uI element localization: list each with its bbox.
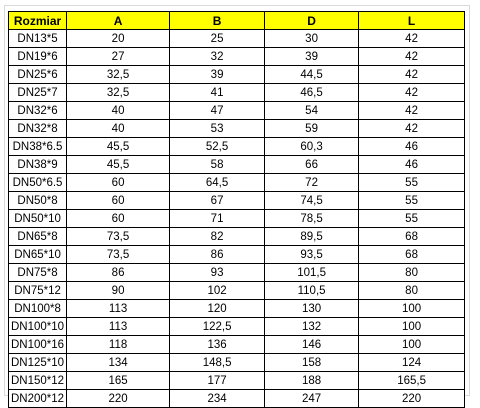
cell-l: 42 [359, 30, 465, 48]
cell-a: 86 [67, 264, 170, 282]
cell-b: 71 [170, 210, 265, 228]
cell-b: 53 [170, 120, 265, 138]
cell-b: 39 [170, 66, 265, 84]
cell-b: 58 [170, 156, 265, 174]
cell-size: DN150*12 [9, 372, 67, 390]
cell-d: 39 [265, 48, 359, 66]
cell-b: 93 [170, 264, 265, 282]
cell-a: 60 [67, 174, 170, 192]
cell-size: DN75*12 [9, 282, 67, 300]
cell-a: 27 [67, 48, 170, 66]
cell-a: 60 [67, 192, 170, 210]
cell-size: DN38*9 [9, 156, 67, 174]
table-row [9, 192, 465, 210]
table-body [9, 30, 465, 408]
table-row [9, 30, 465, 48]
cell-d: 30 [265, 30, 359, 48]
cell-d: 78,5 [265, 210, 359, 228]
table-row [9, 66, 465, 84]
cell-size: DN13*5 [9, 30, 67, 48]
cell-a: 40 [67, 102, 170, 120]
cell-l: 42 [359, 48, 465, 66]
cell-d: 59 [265, 120, 359, 138]
cell-d: 93,5 [265, 246, 359, 264]
cell-b: 177 [170, 372, 265, 390]
cell-b: 86 [170, 246, 265, 264]
dimensions-table [8, 11, 465, 408]
cell-size: DN32*6 [9, 102, 67, 120]
table-row [9, 48, 465, 66]
cell-size: DN50*6.5 [9, 174, 67, 192]
cell-b: 120 [170, 300, 265, 318]
cell-b: 82 [170, 228, 265, 246]
cell-l: 42 [359, 84, 465, 102]
cell-a: 113 [67, 300, 170, 318]
cell-b: 64,5 [170, 174, 265, 192]
cell-d: 101,5 [265, 264, 359, 282]
cell-size: DN100*10 [9, 318, 67, 336]
cell-size: DN125*10 [9, 354, 67, 372]
cell-l: 100 [359, 336, 465, 354]
cell-d: 66 [265, 156, 359, 174]
cell-l: 55 [359, 174, 465, 192]
cell-l: 100 [359, 300, 465, 318]
cell-d: 158 [265, 354, 359, 372]
cell-size: DN50*10 [9, 210, 67, 228]
cell-size: DN100*8 [9, 300, 67, 318]
cell-b: 41 [170, 84, 265, 102]
cell-d: 188 [265, 372, 359, 390]
cell-a: 45,5 [67, 156, 170, 174]
cell-l: 55 [359, 210, 465, 228]
cell-size: DN75*8 [9, 264, 67, 282]
cell-a: 165 [67, 372, 170, 390]
table-row [9, 246, 465, 264]
cell-size: DN65*10 [9, 246, 67, 264]
cell-b: 102 [170, 282, 265, 300]
cell-size: DN32*8 [9, 120, 67, 138]
cell-size: DN100*16 [9, 336, 67, 354]
cell-d: 44,5 [265, 66, 359, 84]
cell-a: 73,5 [67, 246, 170, 264]
cell-l: 220 [359, 390, 465, 408]
cell-l: 55 [359, 192, 465, 210]
table-row [9, 390, 465, 408]
cell-a: 45,5 [67, 138, 170, 156]
cell-a: 113 [67, 318, 170, 336]
cell-d: 46,5 [265, 84, 359, 102]
cell-d: 74,5 [265, 192, 359, 210]
table-row [9, 102, 465, 120]
cell-l: 68 [359, 228, 465, 246]
cell-a: 90 [67, 282, 170, 300]
table-row [9, 264, 465, 282]
cell-b: 148,5 [170, 354, 265, 372]
table-row [9, 282, 465, 300]
cell-b: 25 [170, 30, 265, 48]
cell-l: 42 [359, 66, 465, 84]
table-row [9, 138, 465, 156]
cell-b: 234 [170, 390, 265, 408]
cell-a: 118 [67, 336, 170, 354]
table-row [9, 228, 465, 246]
cell-b: 136 [170, 336, 265, 354]
table-row [9, 156, 465, 174]
cell-size: DN38*6.5 [9, 138, 67, 156]
cell-size: DN200*12 [9, 390, 67, 408]
cell-l: 42 [359, 120, 465, 138]
table-row [9, 84, 465, 102]
cell-size: DN25*6 [9, 66, 67, 84]
table-row [9, 372, 465, 390]
table-row [9, 210, 465, 228]
cell-b: 122,5 [170, 318, 265, 336]
table-row [9, 120, 465, 138]
cell-d: 247 [265, 390, 359, 408]
cell-a: 32,5 [67, 84, 170, 102]
cell-size: DN19*6 [9, 48, 67, 66]
cell-d: 146 [265, 336, 359, 354]
cell-d: 130 [265, 300, 359, 318]
cell-b: 32 [170, 48, 265, 66]
cell-l: 80 [359, 264, 465, 282]
cell-d: 132 [265, 318, 359, 336]
header-cell-rozmiar: Rozmiar [9, 12, 67, 30]
cell-b: 52,5 [170, 138, 265, 156]
cell-size: DN50*8 [9, 192, 67, 210]
table-row [9, 300, 465, 318]
header-cell-l: L [359, 12, 465, 30]
header-cell-b: B [170, 12, 265, 30]
cell-a: 134 [67, 354, 170, 372]
cell-l: 165,5 [359, 372, 465, 390]
table-row [9, 336, 465, 354]
cell-l: 124 [359, 354, 465, 372]
cell-l: 46 [359, 156, 465, 174]
table-row [9, 354, 465, 372]
header-cell-a: A [67, 12, 170, 30]
table-row [9, 174, 465, 192]
cell-size: DN25*7 [9, 84, 67, 102]
cell-d: 60,3 [265, 138, 359, 156]
cell-l: 68 [359, 246, 465, 264]
cell-l: 42 [359, 102, 465, 120]
cell-l: 80 [359, 282, 465, 300]
cell-d: 110,5 [265, 282, 359, 300]
cell-d: 89,5 [265, 228, 359, 246]
cell-l: 46 [359, 138, 465, 156]
cell-d: 72 [265, 174, 359, 192]
header-cell-d: D [265, 12, 359, 30]
cell-b: 67 [170, 192, 265, 210]
table-row [9, 318, 465, 336]
cell-a: 40 [67, 120, 170, 138]
cell-a: 73,5 [67, 228, 170, 246]
table-header [9, 12, 465, 30]
cell-d: 54 [265, 102, 359, 120]
cell-a: 60 [67, 210, 170, 228]
header-row [9, 12, 465, 30]
cell-l: 100 [359, 318, 465, 336]
cell-size: DN65*8 [9, 228, 67, 246]
cell-a: 20 [67, 30, 170, 48]
cell-a: 220 [67, 390, 170, 408]
cell-b: 47 [170, 102, 265, 120]
cell-a: 32,5 [67, 66, 170, 84]
